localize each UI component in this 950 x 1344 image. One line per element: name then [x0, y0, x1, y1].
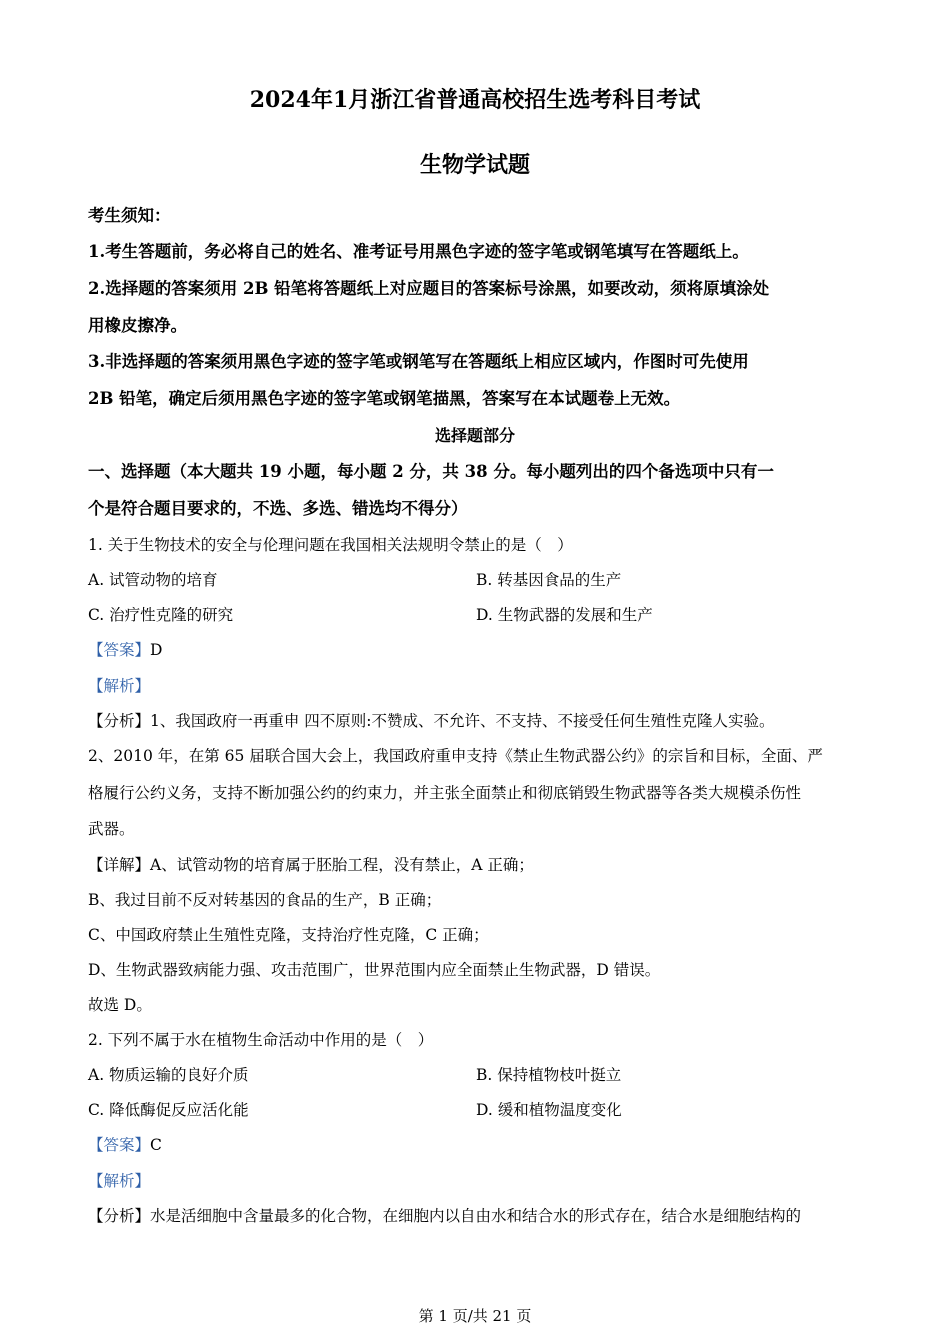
q1-answer-row	[88, 640, 162, 660]
section-heading-line-2: 个是符合题目要求的，不选、多选、错选均不得分）	[88, 499, 468, 518]
q1-answer: D	[150, 641, 163, 659]
q1-fenxi-line-2: 2、2010 年，在第 65 届联合国大会上，我国政府重申支持《禁止生物武器公约》的宗旨和目标，全面、严	[88, 747, 823, 765]
notice-item-2-line-1: 2.选择题的答案须用 2B 铅笔将答题纸上对应题目的答案标号涂黑，如要改动，须将原填涂处	[88, 279, 770, 298]
q2-fenxi-text-1: 水是活细胞中含量最多的化合物，在细胞内以自由水和结合水的形式存在，结合水是细胞结构的	[150, 1207, 802, 1225]
q1-option-a: A. 试管动物的培育	[88, 571, 218, 589]
fenxi-tag: 【分析】	[88, 712, 151, 730]
q1-analysis-row	[88, 676, 150, 696]
q2-analysis-row	[88, 1171, 150, 1191]
q1-xiangjie-line-2: B、我过目前不反对转基因的食品的生产，B 正确；	[88, 891, 442, 909]
exam-title: 2024年1月浙江省普通高校招生选考科目考试	[249, 87, 701, 113]
q2-option-b: B. 保持植物枝叶挺立	[476, 1066, 622, 1084]
q1-option-d: D. 生物武器的发展和生产	[476, 606, 653, 624]
answer-tag: 【答案】	[88, 1136, 151, 1154]
q2-answer: C	[150, 1136, 162, 1154]
q1-xiangjie-text-1: A、试管动物的培育属于胚胎工程，没有禁止，A 正确；	[150, 856, 534, 874]
q2-option-c: C. 降低酶促反应活化能	[88, 1101, 249, 1119]
q2-answer-row	[88, 1135, 162, 1155]
answer-tag: 【答案】	[88, 641, 151, 659]
analysis-tag: 【解析】	[88, 1172, 151, 1190]
notice-item-1: 1.考生答题前，务必将自己的姓名、准考证号用黑色字迹的签字笔或钢笔填写在答题纸上。	[88, 242, 749, 261]
q1-stem: 1. 关于生物技术的安全与伦理问题在我国相关法规明令禁止的是（ ）	[88, 536, 573, 554]
q1-xiangjie-line-4: D、生物武器致病能力强、攻击范围广，世界范围内应全面禁止生物武器，D 错误。	[88, 961, 661, 979]
notice-heading: 考生须知：	[88, 206, 171, 225]
exam-subtitle: 生物学试题	[419, 152, 530, 178]
notice-item-3-line-2: 2B 铅笔，确定后须用黑色字迹的签字笔或钢笔描黑，答案写在本试题卷上无效。	[88, 389, 681, 408]
q1-xiangjie-line-1	[88, 855, 534, 875]
analysis-tag: 【解析】	[88, 677, 151, 695]
section-heading-line-1: 一、选择题（本大题共 19 小题，每小题 2 分，共 38 分。每小题列出的四个备选项中只有一	[88, 462, 774, 481]
q1-fenxi-line-1	[88, 711, 775, 731]
q1-fenxi-line-3: 格履行公约义务，支持不断加强公约的约束力，并主张全面禁止和彻底销毁生物武器等各类大规模杀伤性	[88, 784, 802, 802]
q1-conclusion: 故选 D。	[88, 996, 152, 1014]
q1-option-b: B. 转基因食品的生产	[476, 571, 622, 589]
q1-fenxi-text-1: 1、我国政府一再重申 四不原则:不赞成、不允许、不支持、不接受任何生殖性克隆人实验。	[150, 712, 775, 730]
q1-fenxi-line-4: 武器。	[88, 820, 135, 838]
q2-fenxi-line-1	[88, 1206, 801, 1226]
q2-option-a: A. 物质运输的良好介质	[88, 1066, 249, 1084]
notice-item-2-line-2: 用橡皮擦净。	[88, 316, 187, 335]
q1-option-c: C. 治疗性克隆的研究	[88, 606, 234, 624]
q2-stem: 2. 下列不属于水在植物生命活动中作用的是（ ）	[88, 1031, 434, 1049]
notice-item-3-line-1: 3.非选择题的答案须用黑色字迹的签字笔或钢笔写在答题纸上相应区域内，作图时可先使用	[88, 352, 749, 371]
q2-option-d: D. 缓和植物温度变化	[476, 1101, 622, 1119]
fenxi-tag: 【分析】	[88, 1207, 151, 1225]
xiangjie-tag: 【详解】	[88, 856, 151, 874]
page-number: 第 1 页/共 21 页	[418, 1307, 532, 1325]
q1-xiangjie-line-3: C、中国政府禁止生殖性克隆，支持治疗性克隆，C 正确；	[88, 926, 489, 944]
section-title: 选择题部分	[434, 426, 515, 445]
